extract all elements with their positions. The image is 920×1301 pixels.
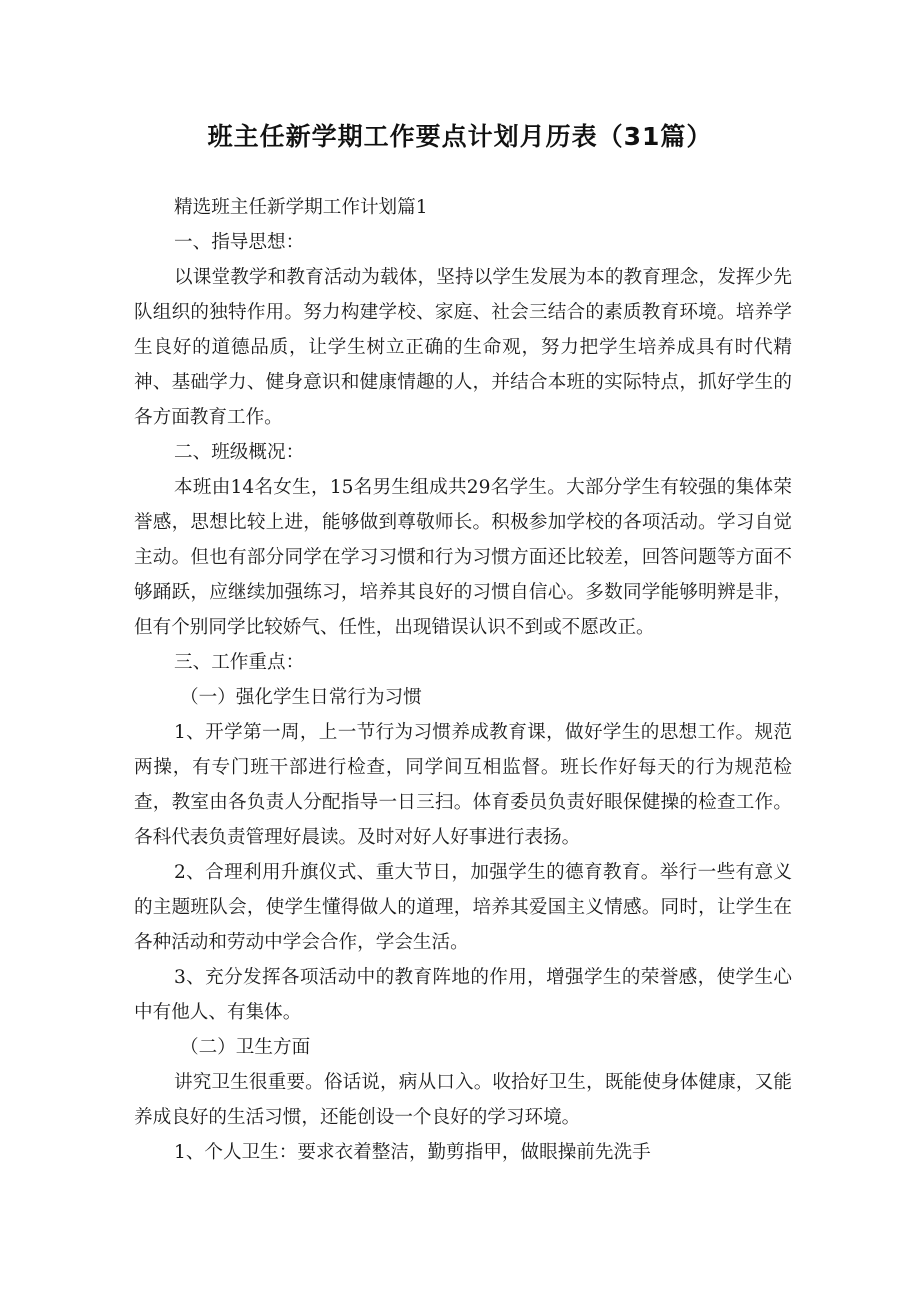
section-heading: 一、指导思想： (174, 232, 305, 253)
paragraph: 2、合理利用升旗仪式、重大节日，加强学生的德育教育。举行一些有意义的主题班队会，使学生懂得做人的道理，培养其爱国主义情感。同时，让学生在各种活动和劳动中学会合作，学会生活。 (134, 862, 792, 953)
section-heading: 精选班主任新学期工作计划篇1 (174, 197, 428, 218)
document-body (134, 190, 792, 1170)
paragraph: 3、充分发挥各项活动中的教育阵地的作用，增强学生的荣誉感，使学生心中有他人、有集体。 (134, 967, 792, 1023)
document-title: 班主任新学期工作要点计划月历表（31篇） (207, 122, 713, 151)
paragraph: 1、个人卫生：要求衣着整洁，勤剪指甲，做眼操前先洗手 (174, 1142, 651, 1163)
section-heading: 三、工作重点： (174, 652, 305, 673)
paragraph: 本班由14名女生，15名男生组成共29名学生。大部分学生有较强的集体荣誉感，思想比较上进，能够做到尊敬师长。积极参加学校的各项活动。学习自觉主动。但也有部分同学在学习习惯和行为习惯方面还比较差，回答问题等方面不够踊跃，应继续加强练习，培养其良好的习惯自信心。多数同学能够明辨是非，但有个别同学比较娇气、任性，出现错误认识不到或不愿改正。 (134, 477, 792, 638)
paragraph: 1、开学第一周，上一节行为习惯养成教育课，做好学生的思想工作。规范两操，有专门班干部进行检查，同学间互相监督。班长作好每天的行为规范检查，教室由各负责人分配指导一日三扫。体育委员负责好眼保健操的检查工作。各科代表负责管理好晨读。及时对好人好事进行表扬。 (134, 722, 792, 848)
section-heading: 二、班级概况： (174, 442, 305, 463)
subsection-heading: （二）卫生方面 (180, 1037, 311, 1058)
subsection-heading: （一）强化学生日常行为习惯 (180, 687, 422, 708)
paragraph: 以课堂教学和教育活动为载体，坚持以学生发展为本的教育理念，发挥少先队组织的独特作用。努力构建学校、家庭、社会三结合的素质教育环境。培养学生良好的道德品质，让学生树立正确的生命观，努力把学生培养成具有时代精神、基础学力、健身意识和健康情趣的人，并结合本班的实际特点，抓好学生的各方面教育工作。 (134, 267, 792, 428)
paragraph: 讲究卫生很重要。俗话说，病从口入。收拾好卫生，既能使身体健康，又能养成良好的生活习惯，还能创设一个良好的学习环境。 (134, 1072, 792, 1128)
